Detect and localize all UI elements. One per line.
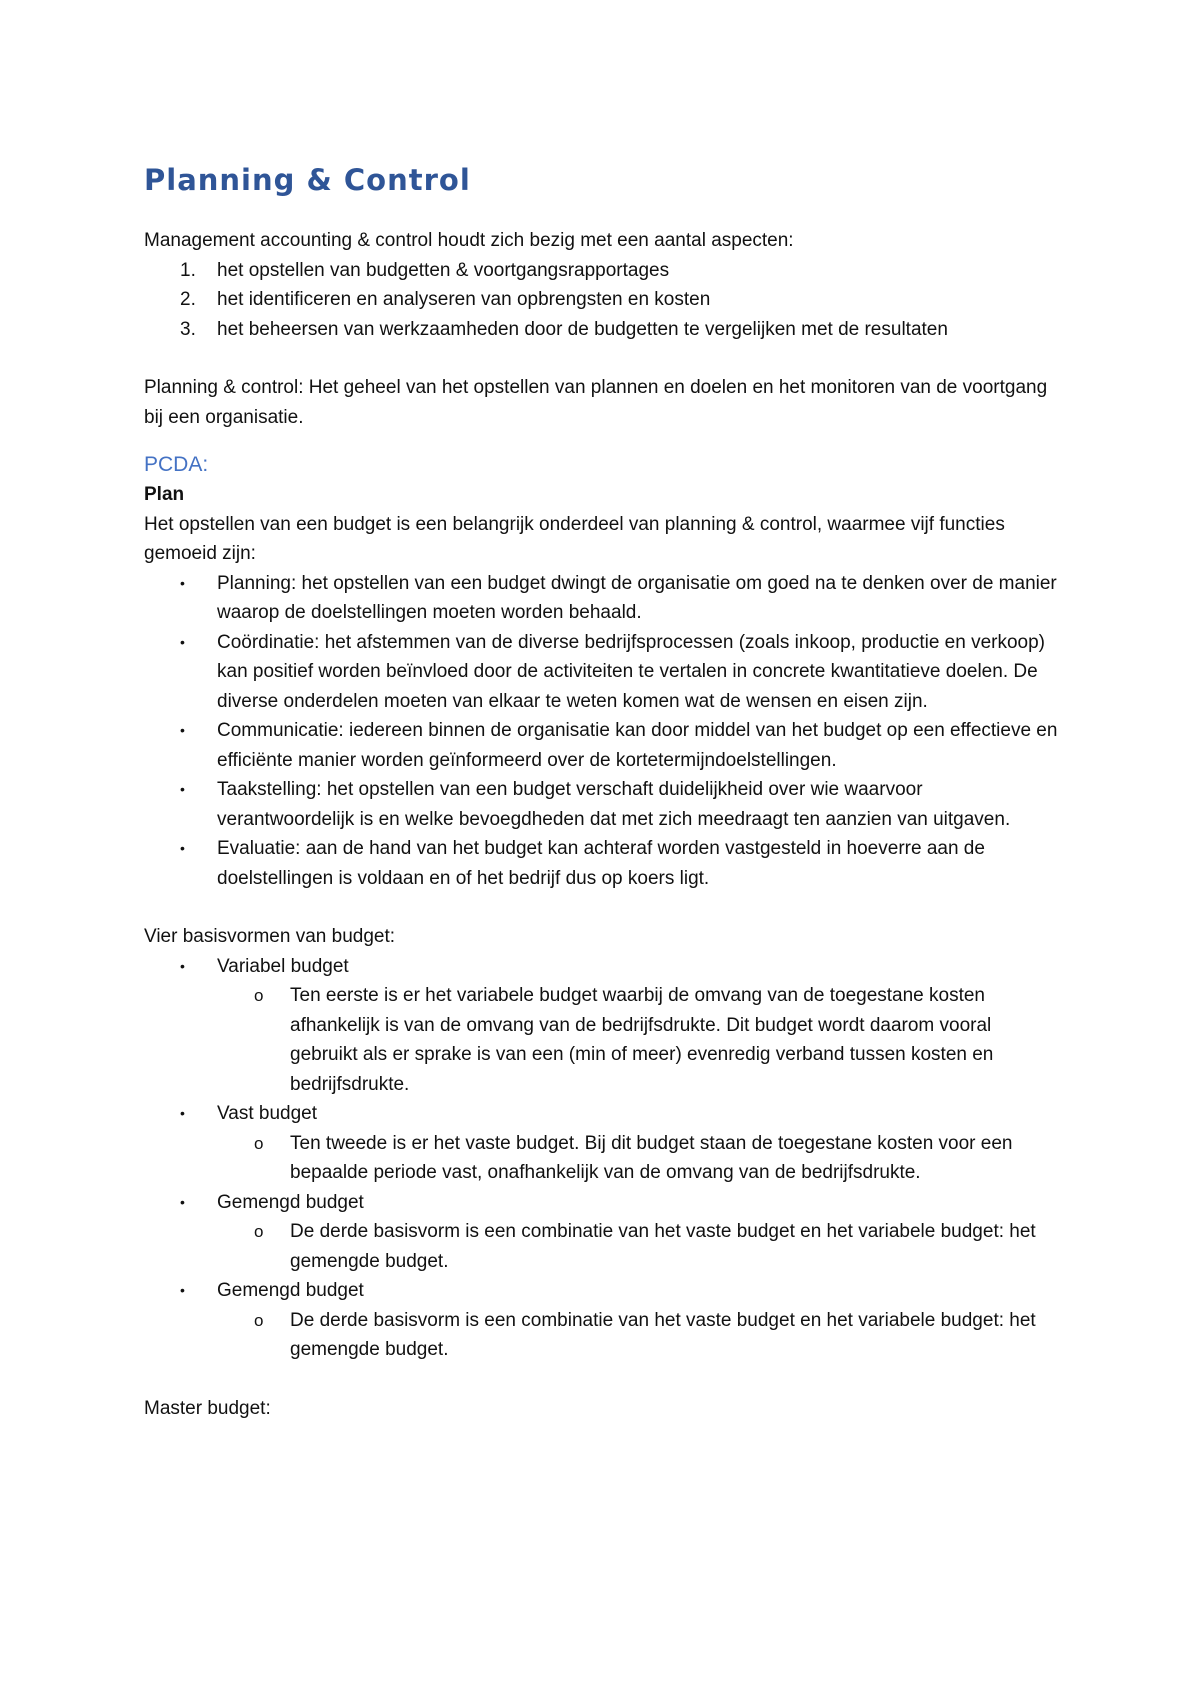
pcda-heading: PCDA: — [144, 453, 209, 476]
aspects-list — [144, 256, 1064, 345]
forms-intro-paragraph: Vier basisvormen van budget: — [144, 926, 396, 947]
page-title: Planning & Control — [144, 163, 471, 197]
sub-list-item-text: Ten tweede is er het vaste budget. Bij dit budget staan de toegestane kosten voor een bepaalde periode vast, onafhankelijk van de omvang van de bedrijfsdrukte. — [290, 1132, 1013, 1183]
sub-list-item-text: Ten eerste is er het variabele budget waarbij de omvang van de toegestane kosten afhankelijk is van de omvang van de bedrijfsdrukte. Dit budget wordt daarom vooral gebruikt als er sprake is van een (min of meer) evenredig verband tussen kosten en bedrijfsdrukte. — [290, 985, 994, 1095]
list-item — [144, 834, 1064, 893]
list-item-text: het beheersen van werkzaamheden door de budgetten te vergelijken met de resultaten — [217, 318, 948, 340]
list-item — [144, 1276, 1064, 1365]
list-item — [144, 952, 1064, 1100]
bullet-icon: • — [180, 574, 185, 591]
list-item-text: Gemengd budget — [217, 1191, 364, 1213]
list-number: 3. — [180, 318, 196, 340]
bullet-icon: • — [180, 633, 185, 650]
circle-bullet-icon: o — [254, 1310, 264, 1330]
list-number: 2. — [180, 289, 196, 310]
sub-list-item — [144, 1129, 1064, 1188]
bullet-icon: • — [180, 781, 185, 797]
list-item — [144, 1099, 1064, 1188]
bullet-icon: • — [180, 1105, 185, 1121]
list-item-text: Taakstelling: het opstellen van een budget verschaft duidelijkheid over wie waarvoor verantwoordelijk is en welke bevoegdheden dat met zich meedraagt ten aanzien van uitgaven. — [217, 779, 1011, 830]
sub-list-item — [144, 981, 1064, 1099]
list-item — [144, 775, 1064, 834]
sub-list-item — [144, 1306, 1064, 1365]
sub-list-item-text: De derde basisvorm is een combinatie van het vaste budget en het variabele budget: het gemengde budget. — [290, 1221, 1036, 1272]
list-item-text: Variabel budget — [217, 955, 349, 977]
functions-list — [144, 569, 1064, 894]
bullet-icon: • — [180, 957, 185, 974]
circle-bullet-icon: o — [254, 986, 264, 1005]
list-item-text: Planning: het opstellen van een budget dwingt de organisatie om goed na te denken over de manier waarop de doelstellingen moeten worden behaald. — [217, 572, 1057, 623]
intro-paragraph: Management accounting & control houdt zich bezig met een aantal aspecten: — [144, 230, 794, 251]
plan-heading: Plan — [144, 484, 185, 505]
list-item-text: Evaluatie: aan de hand van het budget kan achteraf worden vastgesteld in hoeverre aan de doelstellingen is voldaan en of het bedrijf dus op koers ligt. — [217, 838, 985, 889]
list-item — [144, 716, 1064, 775]
document-content — [144, 160, 1064, 1423]
plan-intro-paragraph: Het opstellen van een budget is een belangrijk onderdeel van planning & control, waarmee vijf functies gemoeid zijn: — [144, 513, 1005, 564]
list-item — [144, 285, 1064, 315]
list-item — [144, 256, 1064, 286]
bullet-icon: • — [180, 1282, 185, 1298]
definition-paragraph: Planning & control: Het geheel van het opstellen van plannen en doelen en het monitoren van de voortgang bij een organisatie. — [144, 377, 1048, 428]
bullet-icon: • — [180, 1193, 185, 1210]
list-item — [144, 315, 1064, 345]
sub-list-item — [144, 1217, 1064, 1276]
budget-forms-list — [144, 952, 1064, 1365]
list-item — [144, 1188, 1064, 1277]
circle-bullet-icon: o — [254, 1133, 264, 1153]
list-item-text: het identificeren en analyseren van opbrengsten en kosten — [217, 289, 711, 310]
list-number: 1. — [180, 259, 196, 281]
list-item — [144, 628, 1064, 717]
bullet-icon: • — [180, 722, 185, 738]
list-item-text: Vast budget — [217, 1103, 318, 1124]
list-item-text: Gemengd budget — [217, 1280, 364, 1301]
list-item-text: het opstellen van budgetten & voortgangsrapportages — [217, 259, 670, 281]
sub-list-item-text: De derde basisvorm is een combinatie van het vaste budget en het variabele budget: het gemengde budget. — [290, 1309, 1036, 1360]
list-item-text: Communicatie: iedereen binnen de organisatie kan door middel van het budget op een effectieve en efficiënte manier worden geïnformeerd over de kortetermijndoelstellingen. — [217, 720, 1058, 771]
list-item — [144, 569, 1064, 628]
bullet-icon: • — [180, 840, 185, 856]
master-budget-heading: Master budget: — [144, 1397, 271, 1419]
list-item-text: Coördinatie: het afstemmen van de diverse bedrijfsprocessen (zoals inkoop, productie en verkoop) kan positief worden beïnvloed door de activiteiten te vertalen in concrete kwantitatieve doelen. De diverse onderdelen moeten van elkaar te weten komen wat de wensen en eisen zijn. — [217, 631, 1046, 712]
circle-bullet-icon: o — [254, 1222, 264, 1241]
